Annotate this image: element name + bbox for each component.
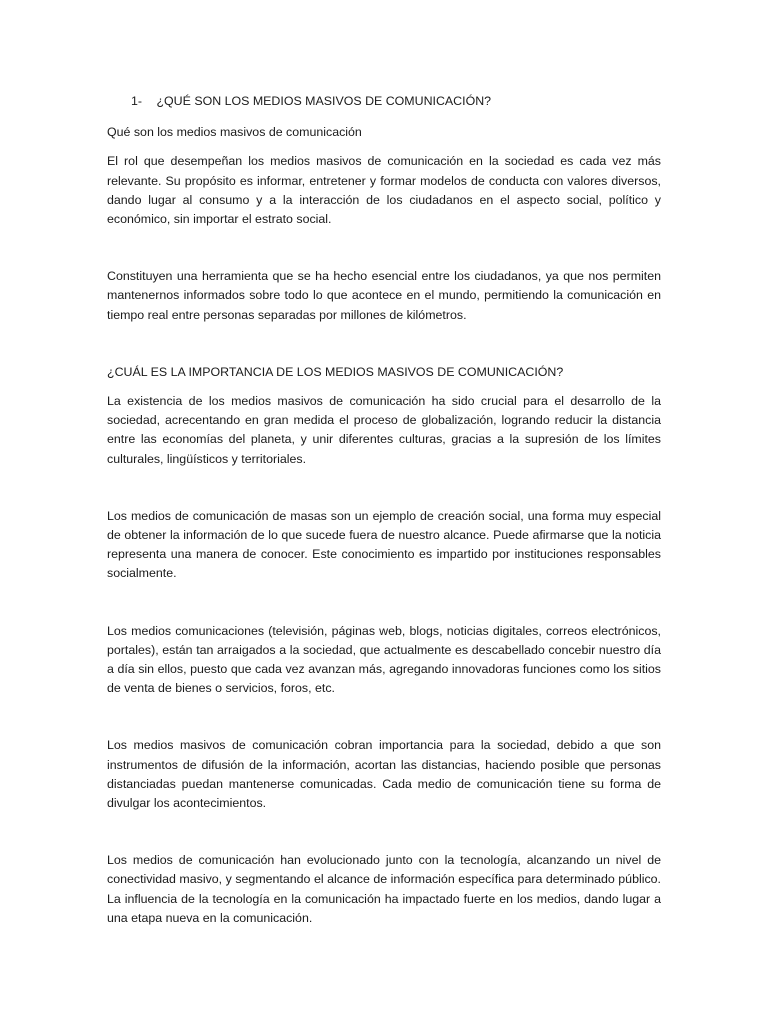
paragraph: Los medios masivos de comunicación cobran importancia para la sociedad, debido a que son instrumentos de difusión de la información, acortan las distancias, haciendo posible que personas distanciadas puedan mantenerse comunicadas. Cada medio de comunicación tiene su forma de divulgar los acontecimientos. — [107, 738, 661, 811]
section-heading-2: ¿CUÁL ES LA IMPORTANCIA DE LOS MEDIOS MASIVOS DE COMUNICACIÓN? — [107, 364, 564, 379]
paragraph: La existencia de los medios masivos de comunicación ha sido crucial para el desarrollo de la sociedad, acrecentando en gran medida el proceso de globalización, logrando reducir la distancia entre las economías del planeta, y unir diferentes culturas, gracias a la supresión de los límites culturales, lingüísticos y territoriales. — [107, 394, 661, 466]
paragraph: Los medios de comunicación de masas son un ejemplo de creación social, una forma muy especial de obtener la información de lo que sucede fuera de nuestro alcance. Puede afirmarse que la noticia representa una manera de conocer. Este conocimiento es impartido por instituciones responsables socialmente. — [107, 508, 661, 581]
paragraph: Constituyen una herramienta que se ha hecho esencial entre los ciudadanos, ya que nos permiten mantenernos informados sobre todo lo que acontece en el mundo, permitiendo la comunicación en tiempo real entre personas separadas por millones de kilómetros. — [107, 269, 661, 322]
paragraph: Los medios comunicaciones (televisión, páginas web, blogs, noticias digitales, correos electrónicos, portales), están tan arraigados a la sociedad, que actualmente es descabellado concebir nuestro día a día sin ellos, puesto que cada vez avanzan más, agregando innovadoras funciones como los sitios de venta de bienes o servicios, foros, etc. — [107, 623, 661, 696]
heading-text: ¿QUÉ SON LOS MEDIOS MASIVOS DE COMUNICACIÓN? — [156, 94, 492, 108]
paragraph: El rol que desempeñan los medios masivos de comunicación en la sociedad es cada vez más relevante. Su propósito es informar, entretener y formar modelos de conducta con valores diversos, dando lugar al consumo y a la interacción de los ciudadanos en el aspecto social, político y económico, sin importar el estrato social. — [107, 154, 661, 227]
heading-number: 1- — [131, 94, 143, 108]
document-body — [107, 92, 661, 928]
section-heading-1 — [107, 92, 661, 111]
subtitle: Qué son los medios masivos de comunicación — [107, 125, 362, 140]
paragraph: Los medios de comunicación han evolucionado junto con la tecnología, alcanzando un nivel de conectividad masivo, y segmentando el alcance de información específica para determinado público. La influencia de la tecnología en la comunicación ha impactado fuerte en los medios, dando lugar a una etapa nueva en la comunicación. — [107, 853, 661, 925]
